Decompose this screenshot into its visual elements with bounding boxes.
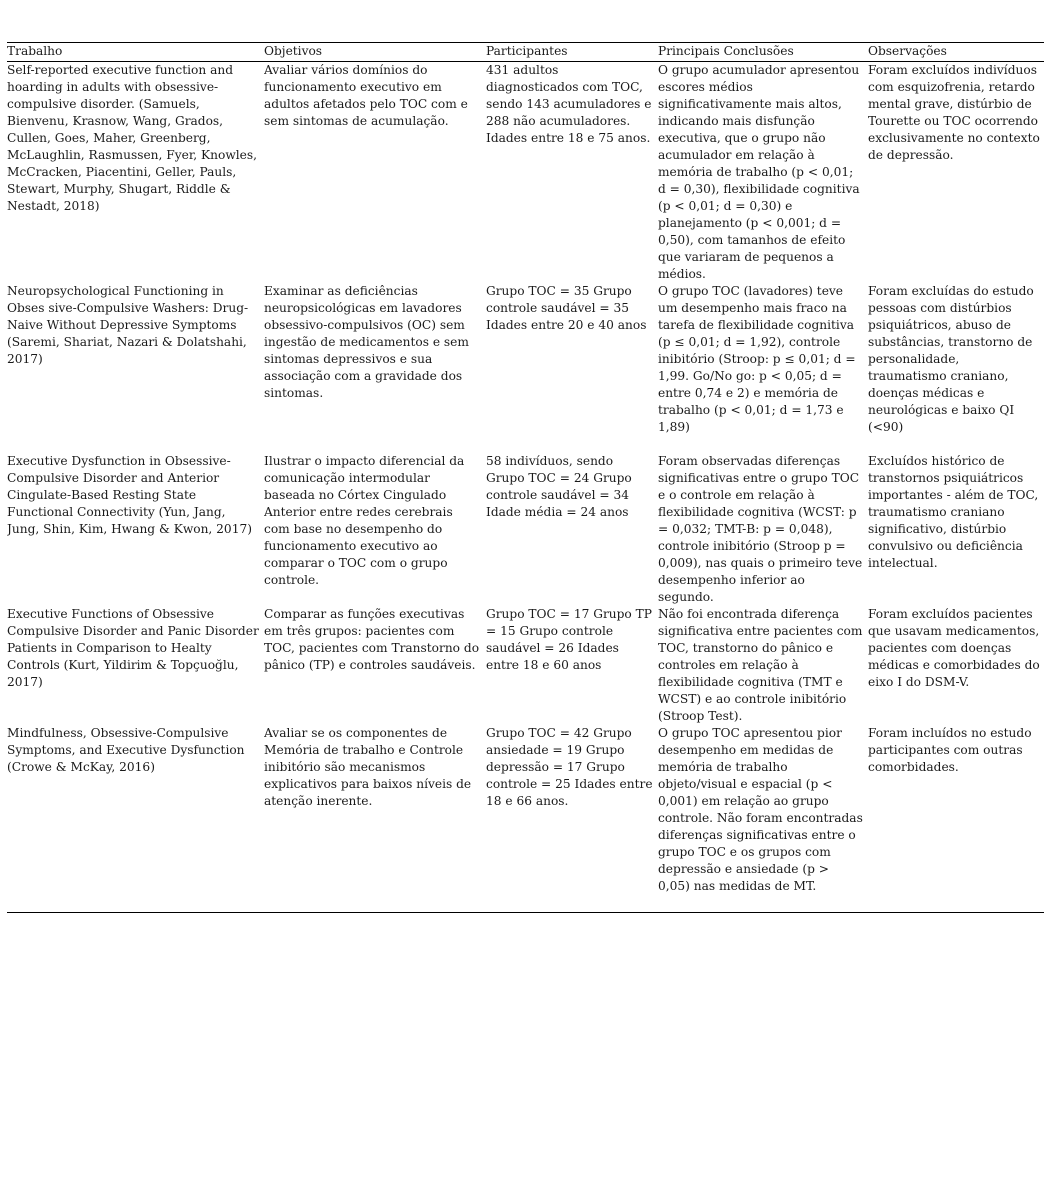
table-body xyxy=(7,62,1044,913)
header-objetivos: Objetivos xyxy=(264,43,486,62)
table-header xyxy=(7,43,1044,62)
table-row xyxy=(7,725,1044,912)
header-trabalho: Trabalho xyxy=(7,43,264,62)
cell-objetivos: Ilustrar o impacto diferencial da comunicação intermodular baseada no Córtex Cingulado Anterior entre redes cerebrais com base no desempenho do funcionamento executivo ao comparar o TOC com o grupo controle. xyxy=(264,454,465,587)
header-row xyxy=(7,43,1044,62)
cell-trabalho: Mindfulness, Obsessive-Compulsive Symptoms, and Executive Dysfunction (Crowe & McKay, 2016) xyxy=(7,725,264,912)
cell-participantes: Grupo TOC = 35 Grupo controle saudável = 35 Idades entre 20 e 40 anos xyxy=(486,284,647,332)
cell-objetivos: Comparar as funções executivas em três grupos: pacientes com TOC, pacientes com Transtorno do pânico (TP) e controles saudáveis. xyxy=(264,607,480,672)
cell-observacoes: Foram excluídos indivíduos com esquizofrenia, retardo mental grave, distúrbio de Tourette ou TOC ocorrendo exclusivamente no contexto de depressão. xyxy=(868,63,1040,162)
table-row xyxy=(7,283,1044,453)
studies-table-container xyxy=(7,42,1044,913)
cell-observacoes: Excluídos histórico de transtornos psiquiátricos importantes - além de TOC, traumatismo craniano significativo, distúrbio convulsivo ou deficiência intelectual. xyxy=(868,454,1039,570)
cell-participantes: Grupo TOC = 17 Grupo TP = 15 Grupo controle saudável = 26 Idades entre 18 e 60 anos xyxy=(486,607,652,672)
cell-trabalho: Executive Dysfunction in Obsessive-Compulsive Disorder and Anterior Cingulate-Based Resting State Functional Connectivity (Yun, Jang, Jung, Shin, Kim, Hwang & Kwon, 2017) xyxy=(7,454,252,536)
cell-conclusoes: O grupo acumulador apresentou escores médios significativamente mais altos, indicando mais disfunção executiva, que o grupo não acumulador em relação à memória de trabalho (p < 0,01; d = 0,30), flexibilidade cognitiva (p < 0,01; d = 0,30) e planejamento (p < 0,001; d = 0,50), com tamanhos de efeito que variaram de pequenos a médios. xyxy=(658,63,860,281)
cell-observacoes: Foram incluídos no estudo participantes com outras comorbidades. xyxy=(868,725,1044,912)
cell-participantes: 431 adultos diagnosticados com TOC, sendo 143 acumuladores e 288 não acumuladores. Idades entre 18 e 75 anos. xyxy=(486,63,652,145)
cell-objetivos: Examinar as deficiências neuropsicológicas em lavadores obsessivo-compulsivos (OC) sem ingestão de medicamentos e sem sintomas depressivos e sua associação com a gravidade dos sintomas. xyxy=(264,284,469,400)
cell-observacoes: Foram excluídos pacientes que usavam medicamentos, pacientes com doenças médicas e comorbidades do eixo I do DSM-V. xyxy=(868,607,1040,689)
cell-observacoes: Foram excluídas do estudo pessoas com distúrbios psiquiátricos, abuso de substâncias, transtorno de personalidade, traumatismo craniano, doenças médicas e neurológicas e baixo QI (<90) xyxy=(868,284,1034,434)
header-observacoes: Observações xyxy=(868,43,1044,62)
cell-trabalho: Neuropsychological Functioning in Obses sive-Compulsive Washers: Drug-Naive Without Depressive Symptoms (Saremi, Shariat, Nazari & Dolatshahi, 2017) xyxy=(7,284,249,366)
cell-objetivos: Avaliar vários domínios do funcionamento executivo em adultos afetados pelo TOC com e sem sintomas de acumulação. xyxy=(264,63,468,128)
cell-trabalho: Self-reported executive function and hoarding in adults with obsessive-compulsive disorder. (Samuels, Bienvenu, Krasnow, Wang, Grados, Cullen, Goes, Maher, Greenberg, McLaughlin, Rasmussen, Fyer, Knowles, McCracken, Piacentini, Geller, Pauls, Stewart, Murphy, Shugart, Riddle & Nestadt, 2018) xyxy=(7,63,258,213)
cell-participantes: 58 indivíduos, sendo Grupo TOC = 24 Grupo controle saudável = 34 Idade média = 24 anos xyxy=(486,454,632,519)
table-row xyxy=(7,62,1044,284)
studies-table xyxy=(7,42,1044,913)
cell-conclusoes: O grupo TOC apresentou pior desempenho em medidas de memória de trabalho objeto/visual e espacial (p < 0,001) em relação ao grupo controle. Não foram encontradas diferenças significativas entre o grupo TOC e os grupos com depressão e ansiedade (p > 0,05) nas medidas de MT. xyxy=(658,725,868,912)
table-row xyxy=(7,606,1044,725)
cell-objetivos: Avaliar se os componentes de Memória de trabalho e Controle inibitório são mecanismos explicativos para baixos níveis de atenção inerente. xyxy=(264,725,486,912)
cell-conclusoes: Não foi encontrada diferença significativa entre pacientes com TOC, transtorno do pânico e controles em relação à flexibilidade cognitiva (TMT e WCST) e ao controle inibitório (Stroop Test). xyxy=(658,607,863,723)
header-conclusoes: Principais Conclusões xyxy=(658,43,868,62)
cell-conclusoes: O grupo TOC (lavadores) teve um desempenho mais fraco na tarefa de flexibilidade cognitiva (p ≤ 0,01; d = 1,92), controle inibitório (Stroop: p ≤ 0,01; d = 1,99. Go/No go: p < 0,05; d = entre 0,74 e 2) e memória de trabalho (p < 0,01; d = 1,73 e 1,89) xyxy=(658,284,856,434)
cell-conclusoes: Foram observadas diferenças significativas entre o grupo TOC e o controle em relação à flexibilidade cognitiva (WCST: p = 0,032; TMT-B: p = 0,048), controle inibitório (Stroop p = 0,009), nas quais o primeiro teve desempenho inferior ao segundo. xyxy=(658,454,863,604)
table-row xyxy=(7,453,1044,606)
cell-trabalho: Executive Functions of Obsessive Compulsive Disorder and Panic Disorder Patients in Comparison to Healty Controls (Kurt, Yildirim & Topçuoğlu, 2017) xyxy=(7,607,259,689)
header-participantes: Participantes xyxy=(486,43,658,62)
cell-participantes: Grupo TOC = 42 Grupo ansiedade = 19 Grupo depressão = 17 Grupo controle = 25 Idades entre 18 e 66 anos. xyxy=(486,725,658,912)
